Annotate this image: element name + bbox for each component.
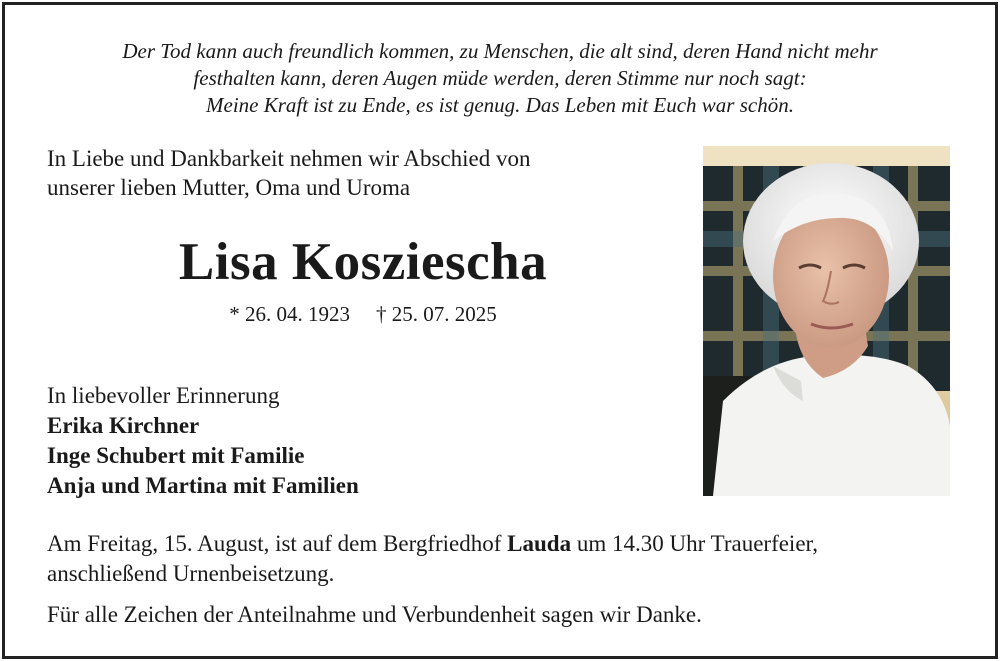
remembrance-heading: In liebevoller Erinnerung	[47, 383, 280, 408]
birth-date: * 26. 04. 1923	[229, 302, 350, 326]
thanks-line: Für alle Zeichen der Anteilnahme und Verbundenheit sagen wir Danke.	[47, 602, 702, 627]
death-date: † 25. 07. 2025	[376, 302, 497, 326]
motto-line: Meine Kraft ist zu Ende, es ist genug. Das Leben mit Euch war schön.	[206, 93, 794, 117]
life-dates	[60, 300, 666, 328]
funeral-text: Am Freitag, 15. August, ist auf dem Bergfriedhof	[47, 531, 508, 556]
mourner-name: Anja und Martina mit Familien	[47, 473, 359, 498]
portrait-photo	[703, 146, 950, 496]
intro-line: unserer lieben Mutter, Oma und Uroma	[47, 175, 411, 200]
motto-line: festhalten kann, deren Augen müde werden, deren Stimme nur noch sagt:	[193, 66, 807, 90]
deceased-name: Lisa Kosziescha	[178, 233, 548, 291]
motto-line: Der Tod kann auch freundlich kommen, zu Menschen, die alt sind, deren Hand nicht mehr	[122, 39, 878, 63]
funeral-notice	[47, 529, 977, 630]
intro-line: In Liebe und Dankbarkeit nehmen wir Abschied von	[47, 146, 531, 171]
mourner-name: Inge Schubert mit Familie	[47, 443, 305, 468]
funeral-details	[47, 529, 977, 589]
funeral-text: um 14.30 Uhr Trauerfeier,	[571, 531, 819, 556]
funeral-text: anschließend Urnenbeisetzung.	[47, 561, 335, 586]
mourner-name: Erika Kirchner	[47, 413, 200, 438]
motto-quote	[30, 38, 970, 119]
intro-text	[47, 144, 531, 202]
remembrance-block	[47, 381, 359, 501]
funeral-place: Lauda	[507, 531, 572, 556]
